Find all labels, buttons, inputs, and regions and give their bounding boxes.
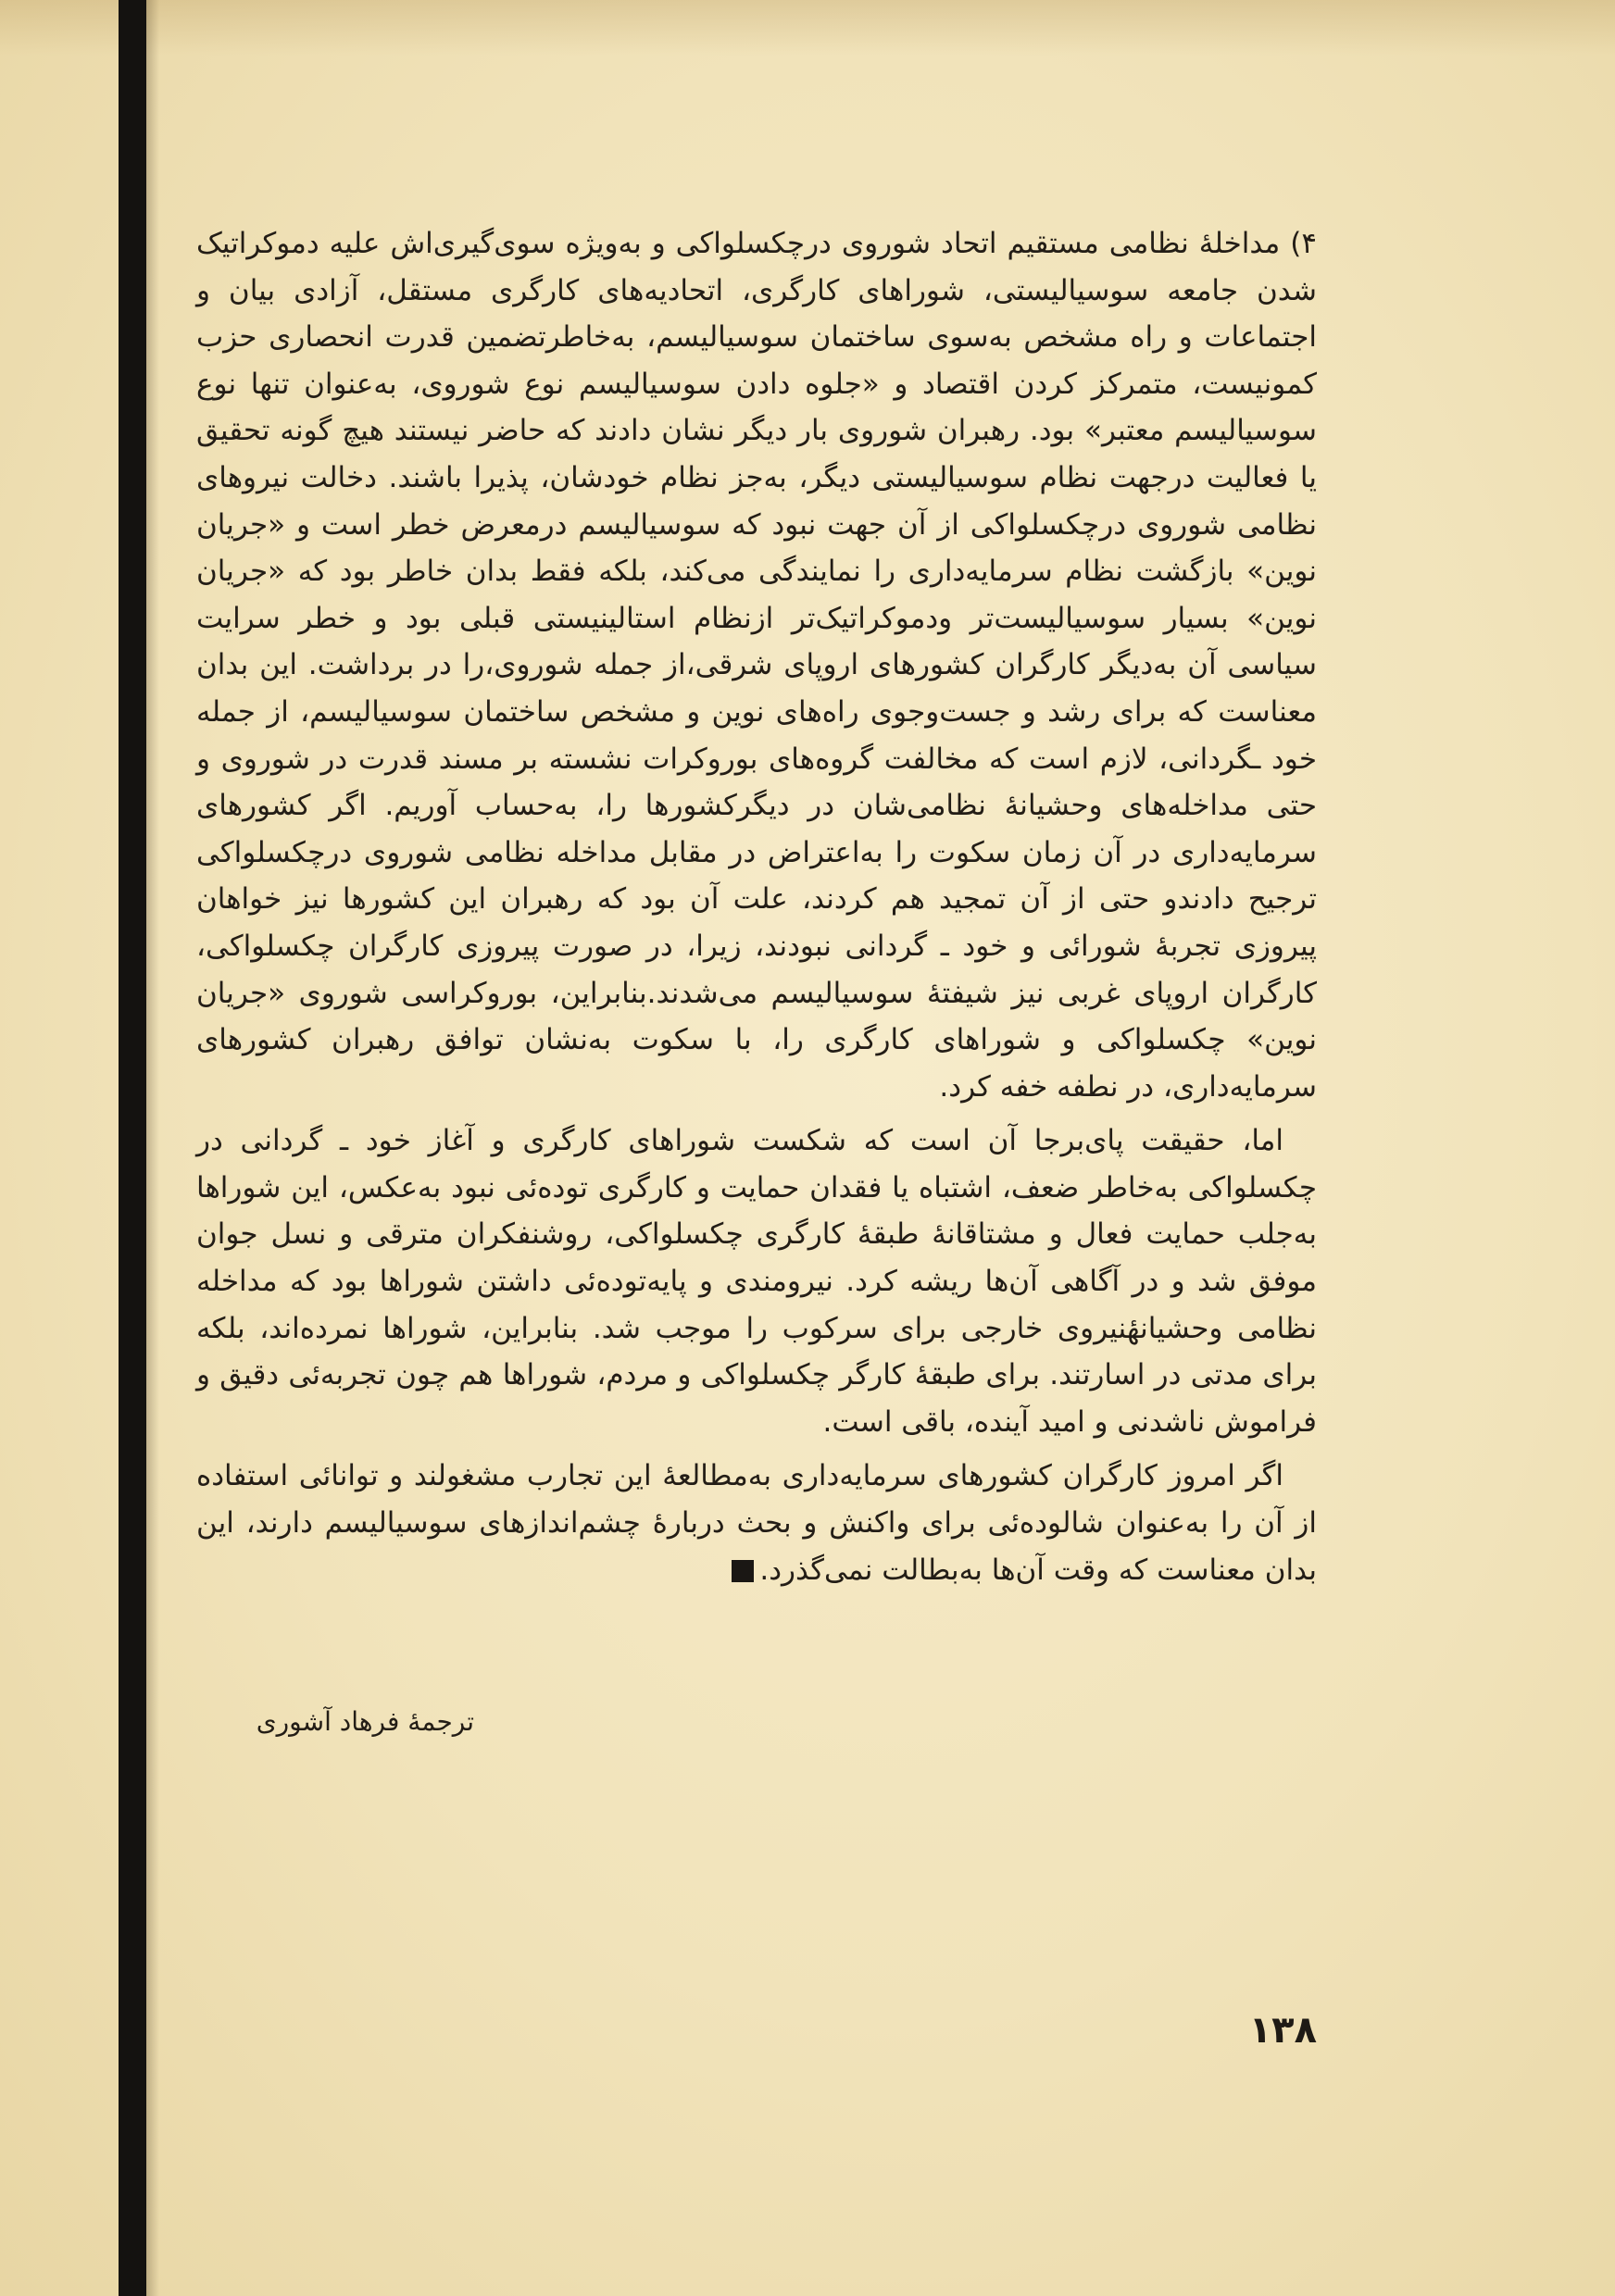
binding-edge [119,0,146,2296]
paragraph-3-text: اگر امروز کارگران کشورهای سرمایه‌داری به‌مطالعهٔ این تجارب مشغولند و توانائی استفاده از آن را به‌عنوان شالوده‌ئی برای واکنش و بحث دربارهٔ چشم‌اندازهای سوسیالیسم دارند، این بدان معناست که وقت آن‌ها به‌بطالت نمی‌گذرد. [196,1459,1317,1587]
end-of-article-mark [732,1560,754,1582]
paragraph-3 [196,1453,1317,1593]
binding-shadow [146,0,159,2296]
paragraph-2: اما، حقیقت پای‌برجا آن است که شکست شوراهای کارگری و آغاز خود ـ گردانی در چکسلواکی به‌خاطر ضعف، اشتباه یا فقدان حمایت و کارگری توده‌ئی نبود به‌عکس، این شوراها به‌جلب حمایت فعال و مشتاقانهٔ طبقهٔ کارگری چکسلواکی، روشنفکران مترقی و نسل جوان موفق شد و در آگاهی آن‌ها ریشه کرد. نیرومندی و پایه‌توده‌ئی داشتن شوراها بود که مداخله نظامی وحشیانهٔنیروی خارجی برای سرکوب را موجب شد. بنابراین، شوراها نمرده‌اند، بلکه برای مدتی در اسارتند. برای طبقهٔ کارگر چکسلواکی و مردم، شوراها هم چون تجربه‌ئی دقیق و فراموش ناشدنی و امید آینده، باقی است. [196,1124,1317,1439]
translator-credit: ترجمهٔ فرهاد آشوری [256,1706,474,1737]
page-number: ۱۳۸ [1248,2009,1317,2052]
paragraph-1: ۴) مداخلهٔ نظامی مستقیم اتحاد شوروی درچکسلواکی و به‌ویژه سوی‌گیری‌اش علیه دموکراتیک شدن جامعه سوسیالیستی، شوراهای کارگری، اتحادیه‌های کارگری مستقل، آزادی بیان و اجتماعات و راه مشخص به‌سوی ساختمان سوسیالیسم، به‌خاطرتضمین قدرت انحصاری حزب کمونیست، متمرکز کردن اقتصاد و «جلوه دادن سوسیالیسم نوع شوروی، به‌عنوان تنها نوع سوسیالیسم معتبر» بود. رهبران شوروی بار دیگر نشان دادند که حاضر نیستند هیچ گونه تحقیق یا فعالیت درجهت نظام سوسیالیستی دیگر، به‌جز نظام خودشان، پذیرا باشند. دخالت نیروهای نظامی شوروی درچکسلواکی از آن جهت نبود که سوسیالیسم درمعرض خطر است و «جریان نوین» بازگشت نظام سرمایه‌داری را نمایندگی می‌کند، بلکه فقط بدان خاطر بود که «جریان نوین» بسیار سوسیالیست‌تر ودموکراتیک‌تر ازنظام استالینیستی قبلی بود و خطر سرایت سیاسی آن به‌دیگر کارگران کشورهای اروپای شرقی،از جمله شوروی،را در برداشت. این بدان معناست که برای رشد و جست‌وجوی راه‌های نوین و مشخص ساختمان سوسیالیسم، از جمله خود ـگردانی، لازم است که مخالفت گروه‌های بوروکرات نشسته بر مسند قدرت در شوروی و حتی مداخله‌های وحشیانهٔ نظامی‌شان در دیگرکشورها را، به‌حساب آوریم. اگر کشورهای سرمایه‌داری در آن زمان سکوت را به‌اعتراض در مقابل مداخله نظامی شوروی درچکسلواکی ترجیح دادندو حتی از آن تمجید هم کردند، علت آن بود که رهبران این کشورها نیز خواهان پیروزی تجربهٔ شورائی و خود ـ گردانی نبودند، زیرا، در صورت پیروزی کارگران چکسلواکی، کارگران اروپای غربی نیز شیفتهٔ سوسیالیسم می‌شدند.بنابراین، بوروکراسی شوروی «جریان نوین» چکسلواکی و شوراهای کارگری را، با سکوت به‌نشان توافق رهبران کشورهای سرمایه‌داری، در نطفه خفه کرد. [196,227,1317,1104]
article-body [196,220,1317,1593]
page-top-shading [0,0,1615,56]
